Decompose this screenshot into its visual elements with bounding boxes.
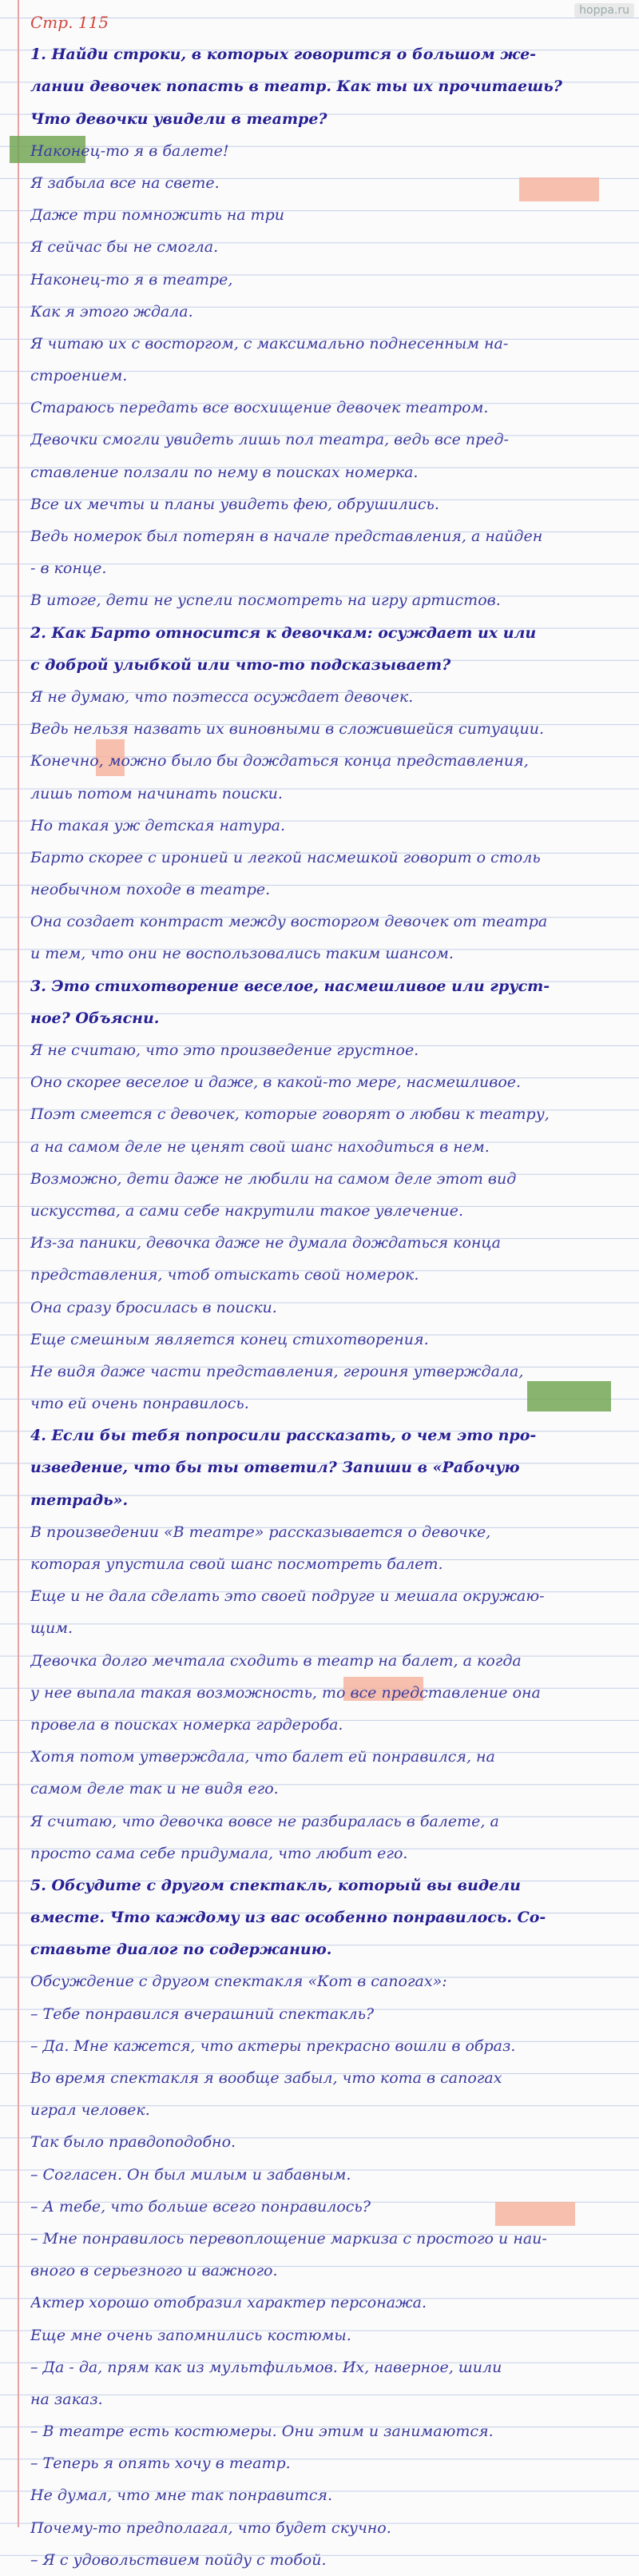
notebook-page <box>30 6 626 2576</box>
answer-line: Поэт смеется с девочек, которые говорят о любви к театру, <box>30 1105 550 1124</box>
answer-line: – Согласен. Он был милым и забавным. <box>30 2165 351 2184</box>
answer-line: строением. <box>30 367 128 385</box>
question-line: ное? Объясни. <box>30 1009 160 1027</box>
question-line: 1. Найди строки, в которых говорится о большом же- <box>30 46 537 64</box>
answer-line: – А тебе, что больше всего понравилось? <box>30 2197 371 2216</box>
question-line: тетрадь». <box>30 1491 129 1509</box>
answer-line: щим. <box>30 1619 73 1638</box>
answer-line: Я сейчас бы не смогла. <box>30 238 219 257</box>
answer-line: у нее выпала такая возможность, то все представление она <box>30 1683 541 1702</box>
question-line: 3. Это стихотворение веселое, насмешливое или груст- <box>30 977 550 995</box>
answer-line: Стараюсь передать все восхищение девочек театром. <box>30 399 489 417</box>
answer-line: Почему-то предполагал, что будет скучно. <box>30 2518 391 2537</box>
answer-line: – В театре есть костюмеры. Они этим и занимаются. <box>30 2423 494 2441</box>
question-line: лании девочек попасть в театр. Как ты их прочитаешь? <box>30 78 562 96</box>
question-line: ставьте диалог по содержанию. <box>30 1941 332 1959</box>
answer-line: Из-за паники, девочка даже не думала дождаться конца <box>30 1234 501 1252</box>
answer-line: на заказ. <box>30 2390 103 2408</box>
margin-line <box>18 0 19 2527</box>
answer-line: лишь потом начинать поиски. <box>30 784 283 802</box>
answer-line: - в конце. <box>30 559 107 578</box>
answer-line: Так было правдоподобно. <box>30 2133 236 2152</box>
answer-line: играл человек. <box>30 2101 150 2120</box>
answer-line: Девочки смогли увидеть лишь пол театра, ведь все пред- <box>30 431 509 449</box>
answer-line: Барто скорее с иронией и легкой насмешкой говорит о столь <box>30 848 541 866</box>
answer-line: Наконец-то я в балете! <box>30 141 229 160</box>
answer-line: Актер хорошо отобразил характер персонажа. <box>30 2294 427 2312</box>
answer-line: – Мне понравилось перевоплощение маркиза с простого и наи- <box>30 2229 547 2248</box>
answer-line: Я читаю их с восторгом, с максимально поднесенным на- <box>30 334 509 352</box>
answer-line: В итоге, дети не успели посмотреть на игру артистов. <box>30 591 501 610</box>
answer-line: Еще и не дала сделать это своей подруге и мешала окружаю- <box>30 1587 545 1606</box>
answer-line: – Теперь я опять хочу в театр. <box>30 2455 291 2473</box>
answer-line: Конечно, можно было бы дождаться конца представления, <box>30 752 529 770</box>
answer-line: Даже три помножить на три <box>30 206 285 225</box>
answer-line: – Я с удовольствием пойду с тобой. <box>30 2550 327 2569</box>
question-line: 2. Как Барто относится к девочкам: осуждает их или <box>30 623 537 642</box>
answer-line: Она создает контраст между восторгом девочек от театра <box>30 913 548 931</box>
question-line: Что девочки увидели в театре? <box>30 109 327 128</box>
answer-line: Хотя потом утверждала, что балет ей понравился, на <box>30 1748 495 1766</box>
answer-line: Я забыла все на свете. <box>30 173 220 192</box>
answer-line: что ей очень понравилось. <box>30 1395 249 1413</box>
question-line: 4. Если бы тебя попросили рассказать, о чем это про- <box>30 1427 537 1445</box>
answer-line: Все их мечты и планы увидеть фею, обрушились. <box>30 495 439 513</box>
answer-line: Не видя даже части представления, героиня утверждала, <box>30 1362 524 1380</box>
answer-line: которая упустила свой шанс посмотреть балет. <box>30 1555 443 1573</box>
answer-line: Девочка долго мечтала сходить в театр на балет, а когда <box>30 1651 522 1670</box>
answer-line: В произведении «В театре» рассказывается о девочке, <box>30 1523 491 1541</box>
answer-line: Ведь нельзя назвать их виновными в сложившейся ситуации. <box>30 720 545 739</box>
answer-line: Ведь номерок был потерян в начале представления, а найден <box>30 528 543 545</box>
question-line: с доброй улыбкой или что-то подсказывает? <box>30 655 451 674</box>
answer-line: Обсуждение с другом спектакля «Кот в сапогах»: <box>30 1973 447 1991</box>
answer-line: Она сразу бросилась в поиски. <box>30 1298 277 1316</box>
answer-line: Не думал, что мне так понравится. <box>30 2486 333 2505</box>
page-title: Стр. 115 <box>30 13 109 32</box>
answer-line: необычном походе в театре. <box>30 881 271 899</box>
question-line: 5. Обсудите с другом спектакль, который вы видели <box>30 1876 521 1894</box>
answer-line: а на самом деле не ценят свой шанс находиться в нем. <box>30 1137 490 1156</box>
answer-line: провела в поисках номерка гардероба. <box>30 1715 343 1734</box>
answer-line: Во время спектакля я вообще забыл, что кота в сапогах <box>30 2069 502 2087</box>
question-line: вместе. Что каждому из вас особенно понравилось. Со- <box>30 1909 546 1927</box>
answer-line: искусства, а сами себе накрутили такое увлечение. <box>30 1201 464 1220</box>
answer-line: вного в серьезного и важного. <box>30 2262 278 2280</box>
answer-line: Я не считаю, что это произведение грустное. <box>30 1041 419 1059</box>
answer-line: Я считаю, что девочка вовсе не разбиралась в балете, а <box>30 1812 499 1830</box>
answer-line: – Да - да, прям как из мультфильмов. Их, наверное, шили <box>30 2358 502 2376</box>
answer-line: – Тебе понравился вчерашний спектакль? <box>30 2005 375 2023</box>
answer-line: и тем, что они не воспользовались таким шансом. <box>30 945 454 963</box>
answer-line: ставление ползали по нему в поисках номерка. <box>30 463 419 481</box>
answer-line: Наконец-то я в театре, <box>30 270 233 289</box>
answer-line: Я не думаю, что поэтесса осуждает девочек. <box>30 687 414 706</box>
answer-line: просто сама себе придумала, что любит его. <box>30 1844 408 1862</box>
answer-line: Еще мне очень запомнились костюмы. <box>30 2326 351 2344</box>
answer-line: – Да. Мне кажется, что актеры прекрасно вошли в образ. <box>30 2037 516 2055</box>
question-line: изведение, что бы ты ответил? Запиши в «Рабочую <box>30 1459 520 1477</box>
answer-line: Оно скорее веселое и даже, в какой-то мере, насмешливое. <box>30 1073 522 1092</box>
answer-line: самом деле так и не видя его. <box>30 1780 279 1798</box>
watermark: hoppa.ru <box>574 3 634 18</box>
answer-line: Как я этого ждала. <box>30 302 193 321</box>
answer-line: представления, чтоб отыскать свой номерок. <box>30 1266 419 1284</box>
answer-line: Возможно, дети даже не любили на самом деле этот вид <box>30 1169 517 1188</box>
answer-line: Еще смешным является конец стихотворения. <box>30 1330 429 1348</box>
answer-line: Но такая уж детская натура. <box>30 816 285 834</box>
